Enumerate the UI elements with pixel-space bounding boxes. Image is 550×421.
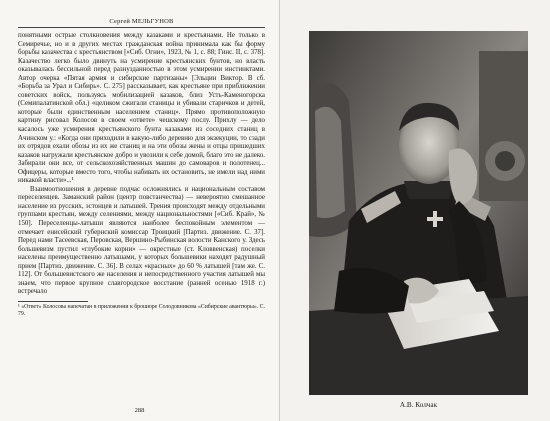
running-head: Сергей МЕЛЬГУНОВ: [18, 18, 265, 28]
portrait-photograph-icon: [309, 31, 528, 395]
right-page: [280, 0, 550, 421]
paragraph-2: Взаимоотношения в деревне подчас осложнялись и национальным составом переселенцев. Заманский район (центр повстанчества) — невероятно смешанное население из русских, эстонцев и латышей. Трения происходят между отдельными группами крестьян, между селениями, между национальностями [«Сиб. Край», № 150]. Переселенцы-латыши являются наиболее беспокойным элементом — отмечает енисейский губернский комиссар Троицкий [Партиз. движение. С. 37]. Перед нами Тасеевская, Перовская, Вершино-Рыбинская волости Канского у. Здесь большевизм пустил «глубокие корни» — окрестные (ст. Кловвенская) поселки населены преимущественно латышами, у которых большевики находят радушный прием [Партиз. движение. С. 36]. В селах «красных» до 60 % латышей [там же. С. 112]. От большевистского же населения и непосредственного участия латышей мы знаем, что первое крупное славгородское восстание (ранней осенью 1918 г.) встречало: [18, 185, 265, 296]
footnote-rule: [18, 301, 88, 302]
paragraph-1: понятными острые столкновения между казаками и крестьянами. Не только в Семиречье, но и в других местах гражданская война принимала как бы форму борьбы казачества с крестьянством [«Сиб. Огни», 1923, № 1, с. 88; Гинс. II, с. 378]. Казачество легко было двинуть на усмирение крестьянских бунтов, но власть оказывалась бессильной перед разнузданностью в этом усмирении инстинктами. Автор очерка «Пятая армия и сибирские партизаны» [Эльцин Виктор. В сб. «Борьба за Урал и Сибирь». С. 275] рассказывает, как крестьяне при приближении советских войск, пользуясь мобилизацией казаков, близ Усть-Каменогорска (Семипалатинской обл.) «целиком сжигали станицы и убивали старичков и детей, которые были единственным населением станиц». Прямо противоположную картину рисовал Колосов в своем «ответе» чешскому послу. Прихлу — дело касалось уже усмирения крестьянского бунта казаками из соседних станиц в Ачинском у.: «Когда они приходили в какую-либо деревню для экзекуции, то сзади их отрядов ехали обозы из их же станиц и на эти обозы жены и отцы пришедших казаков нагружали крестьянское добро и увозили к себе домой, благо это не далеко. Забирали они все, от сельскохозяйственных машин до самоваров и полотенец... Офицеры, которые вместо того, чтобы набивать их остановить, не имели над ними никакой власти»...¹: [18, 32, 265, 185]
photo-caption: А.В. Колчак: [399, 401, 438, 409]
footnote: ¹ «Ответ» Колосова напечатан в приложении к брошюре Солодовникова «Сибирские авантюры». С. 79.: [18, 303, 265, 317]
body-text: [18, 32, 265, 297]
page-number: 288: [134, 407, 145, 414]
portrait-photo-drawing: [309, 31, 528, 395]
